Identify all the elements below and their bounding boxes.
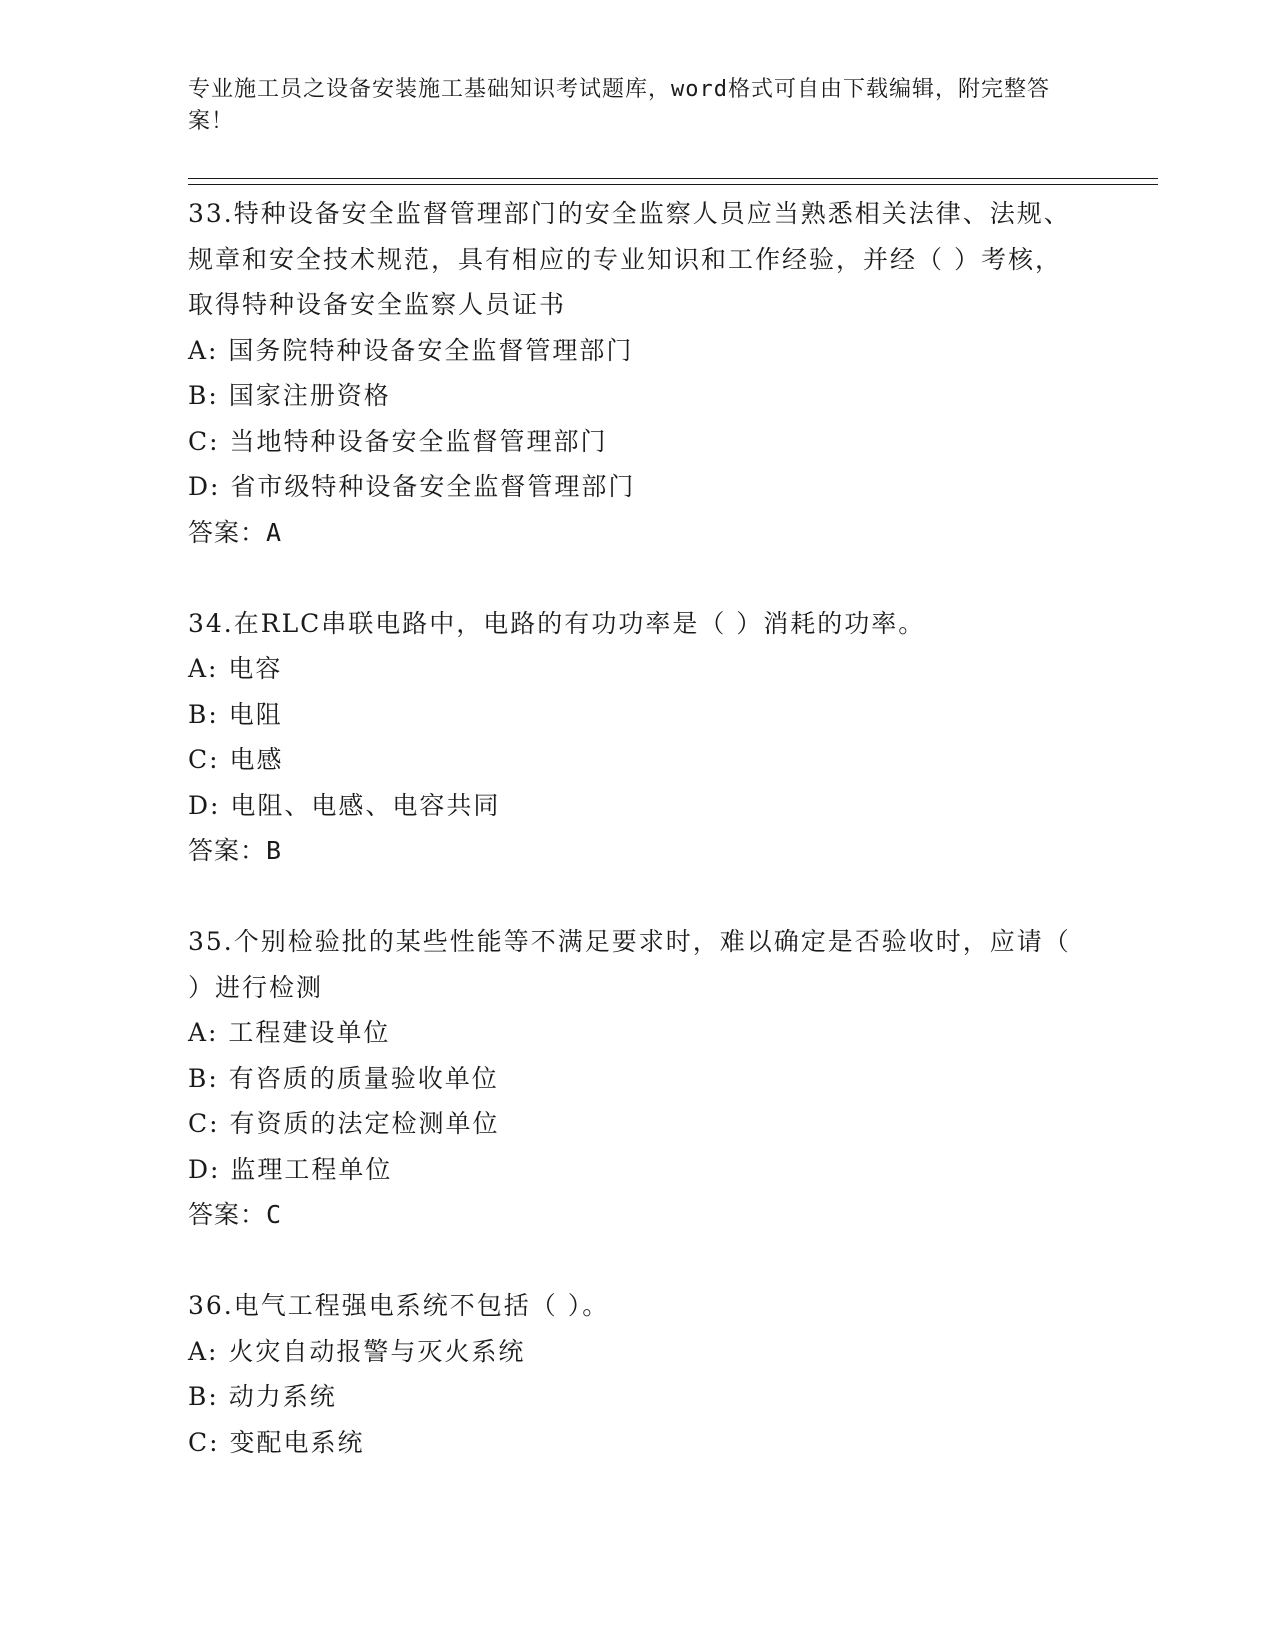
- option-c: C: 有资质的法定检测单位: [188, 1109, 500, 1138]
- answer: 答案：A: [188, 517, 283, 547]
- question-36: [188, 1283, 1088, 1465]
- question-33: [188, 191, 1088, 555]
- header-divider: [188, 178, 1158, 185]
- question-stem: 35.个别检验批的某些性能等不满足要求时，难以确定是否验收时，应请（ ）进行检测: [188, 927, 1071, 1002]
- option-c: C: 当地特种设备安全监督管理部门: [188, 426, 608, 456]
- option-a: A: 火灾自动报警与灭火系统: [188, 1336, 526, 1366]
- answer: 答案：C: [188, 1200, 283, 1229]
- option-b: B: 国家注册资格: [188, 381, 391, 410]
- option-c: C: 电感: [188, 745, 284, 774]
- question-35: [188, 919, 1088, 1238]
- question-stem: 34.在RLC串联电路中，电路的有功功率是（ ）消耗的功率。: [188, 608, 926, 638]
- question-list: [188, 191, 1088, 1511]
- option-a: A: 工程建设单位: [188, 1018, 391, 1047]
- option-a: A: 国务院特种设备安全监督管理部门: [188, 335, 634, 365]
- option-d: D: 监理工程单位: [188, 1154, 393, 1184]
- question-stem: 33.特种设备安全监督管理部门的安全监察人员应当熟悉相关法律、法规、规章和安全技术规范，具有相应的专业知识和工作经验，并经（ ）考核，取得特种设备安全监察人员证书: [188, 199, 1071, 319]
- document-header: 专业施工员之设备安装施工基础知识考试题库，word格式可自由下载编辑，附完整答案！: [188, 77, 1050, 134]
- option-a: A: 电容: [188, 654, 283, 683]
- question-stem: 36.电气工程强电系统不包括（ ）。: [188, 1291, 610, 1320]
- option-b: B: 动力系统: [188, 1382, 337, 1411]
- option-d: D: 省市级特种设备安全监督管理部门: [188, 472, 636, 501]
- option-b: B: 电阻: [188, 699, 283, 729]
- question-34: [188, 601, 1088, 874]
- answer: 答案：B: [188, 836, 283, 865]
- option-b: B: 有咨质的质量验收单位: [188, 1063, 499, 1093]
- option-c: C: 变配电系统: [188, 1427, 365, 1457]
- option-d: D: 电阻、电感、电容共同: [188, 790, 501, 820]
